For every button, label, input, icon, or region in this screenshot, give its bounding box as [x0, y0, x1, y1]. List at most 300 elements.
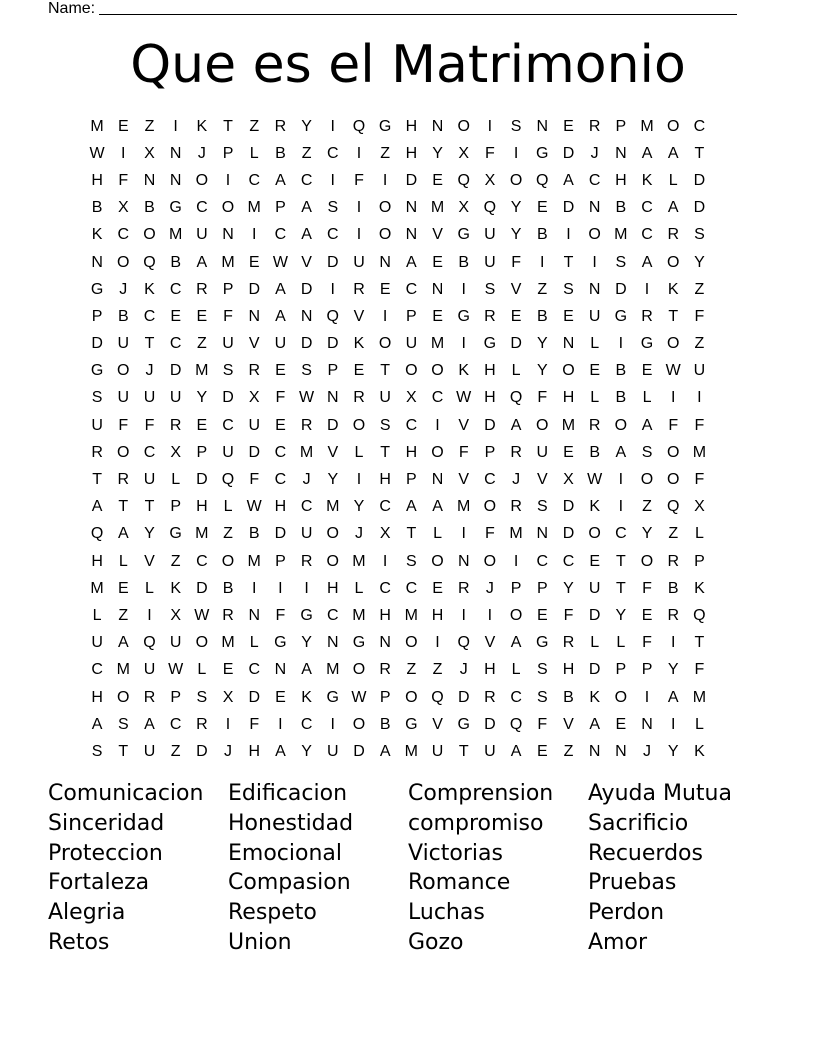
grid-letter[interactable]: I: [382, 307, 388, 325]
grid-letter[interactable]: Y: [301, 117, 312, 135]
grid-letter[interactable]: J: [512, 471, 521, 489]
grid-letter[interactable]: G: [640, 335, 654, 353]
grid-letter[interactable]: N: [405, 226, 418, 244]
grid-letter[interactable]: M: [221, 634, 235, 652]
grid-letter[interactable]: C: [169, 715, 182, 733]
grid-letter[interactable]: Q: [90, 525, 104, 543]
grid-letter[interactable]: C: [405, 280, 418, 298]
grid-letter[interactable]: X: [222, 688, 234, 706]
grid-letter[interactable]: N: [248, 307, 260, 325]
grid-letter[interactable]: D: [169, 362, 182, 380]
grid-letter[interactable]: E: [536, 606, 548, 624]
grid-letter[interactable]: X: [563, 471, 574, 489]
grid-letter[interactable]: O: [405, 362, 418, 380]
grid-letter[interactable]: W: [194, 606, 210, 624]
grid-letter[interactable]: S: [117, 715, 129, 733]
grid-letter[interactable]: U: [536, 443, 549, 461]
grid-letter[interactable]: A: [641, 253, 653, 271]
grid-letter[interactable]: V: [563, 715, 574, 733]
grid-letter[interactable]: E: [117, 579, 129, 597]
grid-letter[interactable]: A: [144, 715, 155, 733]
grid-letter[interactable]: O: [378, 226, 392, 244]
grid-letter[interactable]: R: [562, 634, 575, 652]
grid-letter[interactable]: Y: [353, 498, 365, 516]
grid-letter[interactable]: A: [406, 498, 417, 516]
grid-letter[interactable]: I: [644, 688, 650, 706]
grid-letter[interactable]: F: [642, 634, 652, 652]
grid-letter[interactable]: E: [432, 171, 443, 189]
grid-letter[interactable]: M: [90, 117, 104, 135]
grid-letter[interactable]: F: [144, 416, 155, 434]
grid-letter[interactable]: T: [118, 742, 129, 760]
grid-letter[interactable]: L: [642, 389, 652, 407]
grid-letter[interactable]: I: [251, 579, 257, 597]
grid-letter[interactable]: M: [430, 335, 445, 353]
grid-letter[interactable]: K: [301, 688, 312, 706]
grid-letter[interactable]: P: [510, 579, 522, 597]
grid-letter[interactable]: V: [432, 715, 443, 733]
grid-letter[interactable]: B: [144, 199, 155, 217]
grid-letter[interactable]: O: [352, 661, 366, 679]
grid-letter[interactable]: T: [694, 634, 705, 652]
grid-letter[interactable]: K: [667, 280, 679, 298]
grid-letter[interactable]: C: [562, 552, 575, 570]
grid-letter[interactable]: Z: [301, 144, 312, 162]
grid-letter[interactable]: J: [459, 661, 468, 679]
grid-letter[interactable]: O: [352, 416, 366, 434]
grid-letter[interactable]: H: [91, 688, 103, 706]
grid-letter[interactable]: U: [484, 253, 496, 271]
grid-letter[interactable]: N: [536, 117, 549, 135]
grid-letter[interactable]: V: [458, 416, 470, 434]
grid-letter[interactable]: I: [540, 253, 545, 271]
grid-letter[interactable]: I: [513, 144, 519, 162]
grid-letter[interactable]: U: [117, 335, 130, 353]
grid-letter[interactable]: P: [91, 307, 103, 325]
grid-letter[interactable]: L: [145, 579, 154, 597]
grid-letter[interactable]: Q: [143, 253, 156, 271]
grid-letter[interactable]: O: [640, 471, 654, 489]
grid-letter[interactable]: A: [406, 253, 417, 271]
grid-letter[interactable]: D: [562, 199, 575, 217]
grid-letter[interactable]: F: [275, 606, 286, 624]
grid-letter[interactable]: Y: [510, 199, 522, 217]
grid-letter[interactable]: R: [248, 362, 260, 380]
grid-letter[interactable]: I: [461, 335, 466, 353]
grid-letter[interactable]: O: [117, 253, 130, 271]
grid-letter[interactable]: X: [144, 144, 155, 162]
grid-letter[interactable]: B: [248, 525, 260, 543]
grid-letter[interactable]: C: [431, 389, 444, 407]
grid-letter[interactable]: Y: [563, 579, 574, 597]
grid-letter[interactable]: O: [640, 552, 654, 570]
grid-letter[interactable]: H: [405, 144, 418, 162]
grid-letter[interactable]: Z: [249, 117, 260, 135]
grid-letter[interactable]: T: [406, 525, 417, 543]
grid-letter[interactable]: A: [432, 498, 443, 516]
grid-letter[interactable]: V: [536, 471, 548, 489]
grid-letter[interactable]: I: [670, 389, 676, 407]
grid-letter[interactable]: A: [301, 226, 312, 244]
grid-letter[interactable]: H: [379, 606, 391, 624]
grid-letter[interactable]: E: [589, 552, 600, 570]
grid-letter[interactable]: F: [354, 171, 364, 189]
grid-letter[interactable]: O: [326, 525, 339, 543]
grid-letter[interactable]: Q: [326, 307, 339, 325]
grid-letter[interactable]: O: [195, 171, 209, 189]
grid-letter[interactable]: U: [431, 742, 444, 760]
grid-letter[interactable]: P: [170, 688, 181, 706]
grid-letter[interactable]: L: [511, 362, 521, 380]
grid-letter[interactable]: E: [170, 307, 181, 325]
grid-letter[interactable]: I: [618, 335, 624, 353]
grid-letter[interactable]: A: [301, 661, 312, 679]
grid-letter[interactable]: Z: [170, 552, 181, 570]
grid-letter[interactable]: Z: [694, 280, 705, 298]
grid-letter[interactable]: L: [197, 661, 207, 679]
grid-letter[interactable]: U: [248, 416, 260, 434]
grid-letter[interactable]: M: [692, 688, 707, 706]
grid-letter[interactable]: D: [248, 443, 260, 461]
grid-letter[interactable]: B: [458, 253, 470, 271]
grid-letter[interactable]: I: [618, 498, 624, 516]
grid-letter[interactable]: A: [510, 416, 522, 434]
grid-letter[interactable]: G: [352, 634, 366, 652]
grid-letter[interactable]: N: [457, 552, 470, 570]
grid-letter[interactable]: V: [353, 307, 365, 325]
grid-letter[interactable]: P: [615, 117, 627, 135]
grid-letter[interactable]: L: [354, 443, 364, 461]
grid-letter[interactable]: I: [173, 117, 178, 135]
grid-letter[interactable]: E: [222, 661, 234, 679]
grid-letter[interactable]: E: [589, 362, 600, 380]
grid-letter[interactable]: C: [641, 199, 653, 217]
grid-letter[interactable]: X: [117, 199, 129, 217]
grid-letter[interactable]: N: [379, 253, 391, 271]
grid-letter[interactable]: F: [694, 471, 705, 489]
grid-letter[interactable]: P: [484, 443, 496, 461]
grid-letter[interactable]: F: [537, 715, 548, 733]
grid-letter[interactable]: O: [117, 362, 130, 380]
grid-letter[interactable]: P: [641, 661, 653, 679]
grid-letter[interactable]: B: [536, 226, 548, 244]
grid-letter[interactable]: U: [588, 579, 601, 597]
grid-letter[interactable]: O: [378, 199, 392, 217]
grid-letter[interactable]: W: [246, 498, 262, 516]
grid-letter[interactable]: O: [666, 335, 680, 353]
grid-letter[interactable]: L: [354, 579, 364, 597]
grid-letter[interactable]: M: [168, 226, 183, 244]
grid-letter[interactable]: D: [222, 389, 234, 407]
grid-letter[interactable]: C: [300, 171, 313, 189]
grid-letter[interactable]: T: [223, 117, 233, 135]
grid-letter[interactable]: A: [275, 280, 286, 298]
grid-letter[interactable]: F: [249, 715, 260, 733]
grid-letter[interactable]: N: [641, 715, 653, 733]
grid-letter[interactable]: F: [118, 416, 129, 434]
grid-letter[interactable]: Q: [693, 606, 706, 624]
grid-letter[interactable]: I: [330, 280, 335, 298]
grid-letter[interactable]: A: [196, 253, 208, 271]
grid-letter[interactable]: I: [487, 606, 493, 624]
grid-letter[interactable]: C: [379, 579, 391, 597]
grid-letter[interactable]: R: [588, 416, 601, 434]
grid-letter[interactable]: Z: [170, 742, 181, 760]
grid-letter[interactable]: G: [457, 226, 470, 244]
grid-letter[interactable]: W: [456, 389, 472, 407]
grid-letter[interactable]: N: [300, 307, 313, 325]
grid-letter[interactable]: Q: [143, 634, 156, 652]
grid-letter[interactable]: R: [300, 416, 313, 434]
grid-letter[interactable]: M: [326, 498, 340, 516]
grid-letter[interactable]: B: [615, 362, 627, 380]
grid-letter[interactable]: M: [299, 443, 314, 461]
grid-letter[interactable]: S: [301, 362, 312, 380]
grid-letter[interactable]: N: [431, 280, 444, 298]
grid-letter[interactable]: K: [196, 117, 208, 135]
grid-letter[interactable]: K: [589, 498, 600, 516]
grid-letter[interactable]: B: [379, 715, 391, 733]
grid-letter[interactable]: H: [615, 171, 627, 189]
grid-letter[interactable]: B: [615, 389, 627, 407]
grid-letter[interactable]: D: [248, 280, 260, 298]
grid-letter[interactable]: X: [379, 525, 391, 543]
grid-letter[interactable]: W: [351, 688, 367, 706]
grid-letter[interactable]: G: [614, 307, 628, 325]
grid-letter[interactable]: I: [697, 389, 702, 407]
grid-letter[interactable]: T: [380, 362, 391, 380]
grid-letter[interactable]: N: [91, 253, 103, 271]
grid-letter[interactable]: P: [615, 661, 627, 679]
grid-letter[interactable]: H: [327, 579, 339, 597]
grid-letter[interactable]: P: [275, 199, 286, 217]
grid-letter[interactable]: F: [275, 389, 286, 407]
grid-letter[interactable]: A: [615, 443, 627, 461]
grid-letter[interactable]: N: [405, 199, 418, 217]
grid-letter[interactable]: K: [170, 579, 181, 597]
grid-letter[interactable]: N: [379, 634, 391, 652]
grid-letter[interactable]: F: [668, 416, 679, 434]
grid-letter[interactable]: O: [117, 688, 130, 706]
grid-letter[interactable]: L: [249, 634, 259, 652]
grid-letter[interactable]: Z: [642, 498, 652, 516]
grid-letter[interactable]: U: [143, 389, 156, 407]
grid-letter[interactable]: I: [644, 280, 650, 298]
grid-letter[interactable]: D: [91, 335, 103, 353]
grid-letter[interactable]: I: [461, 606, 466, 624]
grid-letter[interactable]: T: [92, 471, 102, 489]
grid-letter[interactable]: K: [694, 742, 705, 760]
grid-letter[interactable]: F: [694, 416, 705, 434]
grid-letter[interactable]: I: [356, 226, 362, 244]
grid-letter[interactable]: U: [222, 335, 234, 353]
grid-letter[interactable]: U: [143, 742, 156, 760]
grid-letter[interactable]: D: [615, 280, 627, 298]
grid-letter[interactable]: D: [693, 199, 706, 217]
grid-letter[interactable]: S: [222, 362, 234, 380]
grid-letter[interactable]: G: [90, 280, 104, 298]
grid-letter[interactable]: Q: [457, 171, 470, 189]
grid-letter[interactable]: D: [353, 742, 365, 760]
grid-letter[interactable]: E: [117, 117, 129, 135]
grid-letter[interactable]: I: [670, 634, 676, 652]
grid-letter[interactable]: N: [615, 144, 627, 162]
grid-letter[interactable]: W: [587, 471, 603, 489]
grid-letter[interactable]: U: [484, 742, 496, 760]
grid-letter[interactable]: R: [300, 552, 313, 570]
grid-letter[interactable]: I: [356, 199, 362, 217]
grid-letter[interactable]: Y: [510, 226, 522, 244]
grid-letter[interactable]: R: [667, 606, 679, 624]
grid-letter[interactable]: P: [170, 498, 181, 516]
grid-letter[interactable]: E: [536, 199, 548, 217]
grid-letter[interactable]: E: [563, 307, 574, 325]
grid-letter[interactable]: S: [379, 416, 391, 434]
grid-letter[interactable]: D: [562, 498, 575, 516]
grid-letter[interactable]: Z: [380, 144, 391, 162]
grid-letter[interactable]: E: [248, 253, 260, 271]
grid-letter[interactable]: G: [405, 715, 418, 733]
grid-letter[interactable]: C: [300, 498, 313, 516]
grid-letter[interactable]: O: [614, 416, 628, 434]
grid-letter[interactable]: I: [670, 715, 676, 733]
grid-letter[interactable]: O: [457, 117, 470, 135]
grid-letter[interactable]: O: [221, 199, 235, 217]
grid-letter[interactable]: S: [484, 280, 496, 298]
grid-letter[interactable]: O: [666, 253, 680, 271]
grid-letter[interactable]: H: [484, 661, 496, 679]
grid-letter[interactable]: A: [91, 498, 103, 516]
grid-letter[interactable]: I: [147, 606, 152, 624]
grid-letter[interactable]: I: [461, 280, 466, 298]
grid-letter[interactable]: O: [195, 634, 209, 652]
grid-letter[interactable]: Q: [509, 389, 523, 407]
grid-letter[interactable]: R: [641, 307, 653, 325]
grid-letter[interactable]: D: [327, 335, 339, 353]
grid-letter[interactable]: R: [667, 552, 679, 570]
grid-letter[interactable]: O: [431, 362, 444, 380]
grid-letter[interactable]: V: [301, 253, 312, 271]
grid-letter[interactable]: O: [666, 117, 680, 135]
grid-letter[interactable]: E: [510, 307, 522, 325]
grid-letter[interactable]: P: [222, 280, 234, 298]
grid-letter[interactable]: S: [510, 117, 522, 135]
grid-letter[interactable]: G: [536, 144, 549, 162]
grid-letter[interactable]: O: [588, 525, 601, 543]
grid-letter[interactable]: R: [510, 498, 522, 516]
grid-letter[interactable]: M: [561, 416, 576, 434]
grid-letter[interactable]: D: [405, 171, 418, 189]
grid-letter[interactable]: C: [274, 226, 287, 244]
grid-letter[interactable]: S: [91, 742, 103, 760]
grid-letter[interactable]: A: [301, 199, 312, 217]
grid-letter[interactable]: O: [431, 443, 444, 461]
grid-letter[interactable]: S: [694, 226, 705, 244]
grid-letter[interactable]: S: [563, 280, 574, 298]
grid-letter[interactable]: X: [458, 199, 470, 217]
grid-letter[interactable]: D: [510, 335, 522, 353]
grid-letter[interactable]: U: [693, 362, 706, 380]
grid-letter[interactable]: C: [222, 416, 234, 434]
grid-letter[interactable]: T: [118, 498, 129, 516]
grid-letter[interactable]: Q: [352, 117, 366, 135]
grid-letter[interactable]: U: [169, 389, 182, 407]
grid-letter[interactable]: N: [588, 199, 601, 217]
grid-letter[interactable]: I: [461, 525, 466, 543]
grid-letter[interactable]: R: [484, 688, 496, 706]
grid-letter[interactable]: X: [248, 389, 260, 407]
grid-letter[interactable]: I: [487, 117, 493, 135]
grid-letter[interactable]: F: [537, 389, 548, 407]
grid-letter[interactable]: R: [510, 443, 522, 461]
grid-letter[interactable]: Z: [432, 661, 443, 679]
grid-letter[interactable]: Y: [667, 742, 679, 760]
grid-letter[interactable]: K: [353, 335, 365, 353]
grid-letter[interactable]: L: [92, 606, 102, 624]
grid-letter[interactable]: O: [352, 715, 366, 733]
grid-letter[interactable]: H: [484, 389, 496, 407]
grid-letter[interactable]: J: [643, 742, 652, 760]
grid-letter[interactable]: R: [457, 579, 470, 597]
grid-letter[interactable]: A: [667, 144, 679, 162]
grid-letter[interactable]: K: [458, 362, 470, 380]
grid-letter[interactable]: C: [327, 606, 339, 624]
grid-letter[interactable]: S: [406, 552, 417, 570]
grid-letter[interactable]: B: [170, 253, 181, 271]
grid-letter[interactable]: V: [248, 335, 260, 353]
grid-letter[interactable]: H: [562, 661, 575, 679]
grid-letter[interactable]: M: [352, 552, 366, 570]
grid-letter[interactable]: M: [352, 606, 366, 624]
grid-letter[interactable]: E: [641, 362, 653, 380]
grid-letter[interactable]: H: [431, 606, 444, 624]
grid-letter[interactable]: V: [144, 552, 155, 570]
grid-letter[interactable]: X: [484, 171, 496, 189]
grid-letter[interactable]: N: [615, 742, 627, 760]
grid-letter[interactable]: K: [91, 226, 103, 244]
grid-letter[interactable]: V: [432, 226, 443, 244]
grid-letter[interactable]: N: [588, 742, 601, 760]
grid-letter[interactable]: C: [248, 661, 260, 679]
grid-letter[interactable]: R: [274, 117, 287, 135]
grid-letter[interactable]: Q: [536, 171, 549, 189]
grid-letter[interactable]: R: [91, 443, 103, 461]
grid-letter[interactable]: E: [615, 715, 627, 733]
grid-letter[interactable]: B: [589, 443, 600, 461]
grid-letter[interactable]: X: [406, 389, 417, 407]
grid-letter[interactable]: L: [433, 525, 442, 543]
grid-letter[interactable]: H: [379, 471, 391, 489]
grid-letter[interactable]: L: [118, 552, 128, 570]
grid-letter[interactable]: W: [665, 362, 681, 380]
grid-letter[interactable]: J: [224, 742, 233, 760]
grid-letter[interactable]: D: [588, 661, 601, 679]
grid-letter[interactable]: S: [91, 389, 103, 407]
grid-letter[interactable]: L: [249, 144, 259, 162]
grid-letter[interactable]: I: [330, 171, 335, 189]
grid-letter[interactable]: C: [327, 226, 339, 244]
grid-letter[interactable]: Y: [694, 253, 705, 271]
grid-letter[interactable]: X: [170, 443, 181, 461]
grid-letter[interactable]: C: [484, 471, 496, 489]
grid-letter[interactable]: I: [225, 715, 231, 733]
grid-letter[interactable]: F: [485, 525, 495, 543]
grid-letter[interactable]: Y: [615, 606, 627, 624]
grid-letter[interactable]: L: [616, 634, 626, 652]
grid-letter[interactable]: C: [117, 226, 130, 244]
grid-letter[interactable]: E: [275, 362, 286, 380]
grid-letter[interactable]: U: [588, 307, 601, 325]
